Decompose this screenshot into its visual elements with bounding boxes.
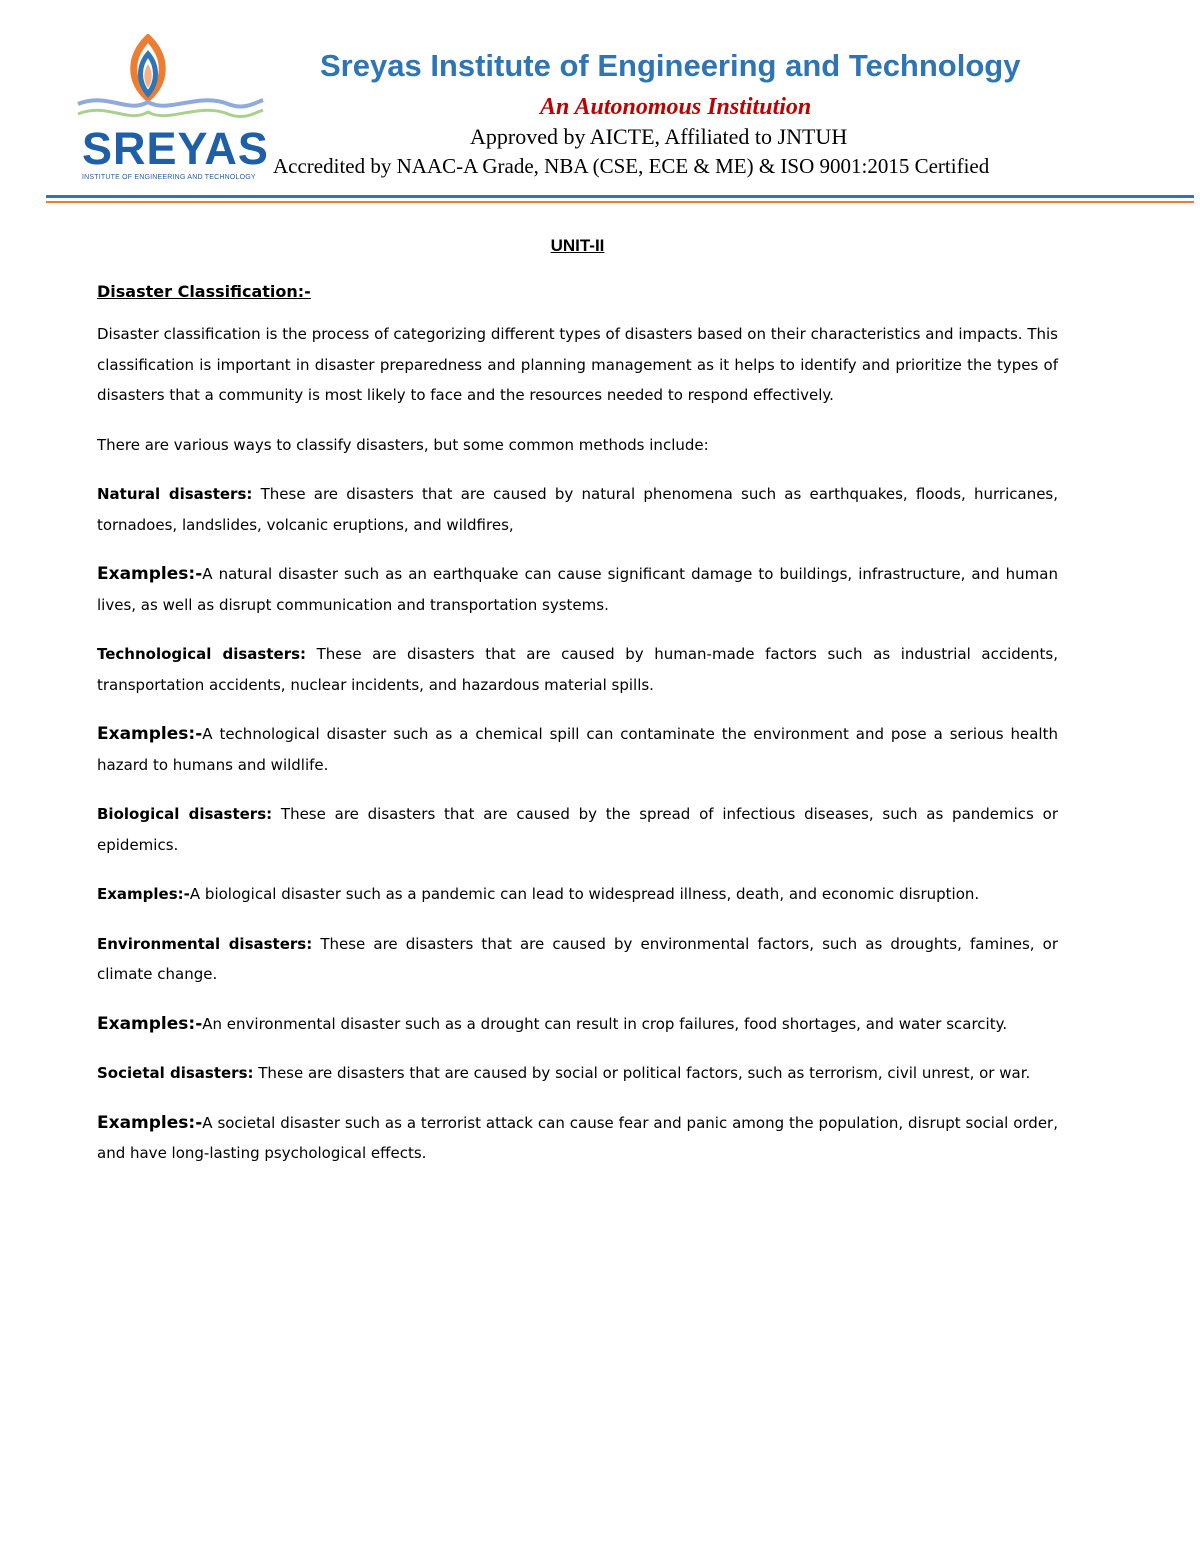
example-text: A natural disaster such as an earthquake can cause significant damage to buildings, infrastructure, and human lives, as well as disrupt communication and transportation systems. bbox=[97, 565, 1058, 614]
example-label: Examples:- bbox=[97, 564, 203, 584]
category-definition: These are disasters that are caused by social or political factors, such as terrorism, civil unrest, or war. bbox=[253, 1064, 1031, 1082]
approval-line: Approved by AICTE, Affiliated to JNTUH bbox=[470, 124, 848, 149]
category-term: Technological disasters: bbox=[97, 645, 307, 663]
example-natural bbox=[97, 559, 1058, 620]
category-definition: These are disasters that are caused by the spread of infectious diseases, such as pandemics or epidemics. bbox=[97, 805, 1058, 854]
example-label: Examples:- bbox=[97, 885, 190, 903]
section-title: Disaster Classification:- bbox=[97, 282, 311, 301]
logo-tagline: INSTITUTE OF ENGINEERING AND TECHNOLOGY bbox=[82, 174, 256, 181]
example-text: A technological disaster such as a chemical spill can contaminate the environment and pose a serious health hazard to humans and wildlife. bbox=[97, 725, 1058, 774]
example-environmental bbox=[97, 1009, 1058, 1040]
example-text: A biological disaster such as a pandemic can lead to widespread illness, death, and economic disruption. bbox=[189, 885, 980, 903]
header-rule-blue bbox=[46, 195, 1194, 198]
flame-emblem-icon bbox=[68, 34, 268, 134]
example-text: An environmental disaster such as a drought can result in crop failures, food shortages, and water scarcity. bbox=[202, 1014, 1008, 1033]
category-technological bbox=[97, 639, 1058, 700]
header-rule-orange bbox=[46, 201, 1194, 203]
category-definition: These are disasters that are caused by natural phenomena such as earthquakes, floods, hurricanes, tornadoes, landslides, volcanic eruptions, and wildfires, bbox=[97, 485, 1059, 534]
methods-intro: There are various ways to classify disasters, but some common methods include: bbox=[97, 435, 709, 454]
category-term: Environmental disasters: bbox=[97, 934, 313, 953]
example-text: A societal disaster such as a terrorist attack can cause fear and panic among the population, disrupt social order, and have long-lasting psychological effects. bbox=[97, 1113, 1058, 1162]
category-definition: These are disasters that are caused by human-made factors such as industrial accidents, transportation accidents, nuclear incidents, and hazardous material spills. bbox=[97, 645, 1058, 694]
category-natural bbox=[97, 479, 1058, 540]
category-term: Societal disasters: bbox=[97, 1064, 254, 1082]
category-societal bbox=[97, 1058, 1058, 1089]
institution-logo bbox=[68, 34, 268, 184]
category-biological bbox=[97, 799, 1058, 860]
example-technological bbox=[97, 719, 1058, 780]
example-label: Examples:- bbox=[97, 1013, 203, 1034]
document-body bbox=[97, 236, 1058, 1188]
example-label: Examples:- bbox=[97, 724, 203, 744]
example-biological bbox=[97, 879, 1058, 910]
intro-paragraph: Disaster classification is the process of categorizing different types of disasters based on their characteristics and impacts. This classification is important in disaster preparedness and planning management as it helps to identify and prioritize the types of disasters that a community is most likely to face and the resources needed to respond effectively. bbox=[97, 325, 1058, 404]
letterhead bbox=[0, 0, 1200, 215]
accreditation-line: Accredited by NAAC-A Grade, NBA (CSE, ECE & ME) & ISO 9001:2015 Certified bbox=[273, 154, 990, 178]
category-term: Natural disasters: bbox=[97, 485, 253, 503]
example-label: Examples:- bbox=[97, 1112, 203, 1133]
category-environmental bbox=[97, 929, 1058, 990]
category-term: Biological disasters: bbox=[97, 805, 273, 823]
institution-name: Sreyas Institute of Engineering and Technology bbox=[320, 48, 1021, 83]
logo-wordmark: SREYAS bbox=[82, 123, 269, 174]
category-definition: These are disasters that are caused by environmental factors, such as droughts, famines, or climate change. bbox=[97, 934, 1059, 983]
example-societal bbox=[97, 1108, 1058, 1169]
unit-heading: UNIT-II bbox=[550, 236, 605, 255]
institution-subtitle: An Autonomous Institution bbox=[540, 94, 812, 120]
